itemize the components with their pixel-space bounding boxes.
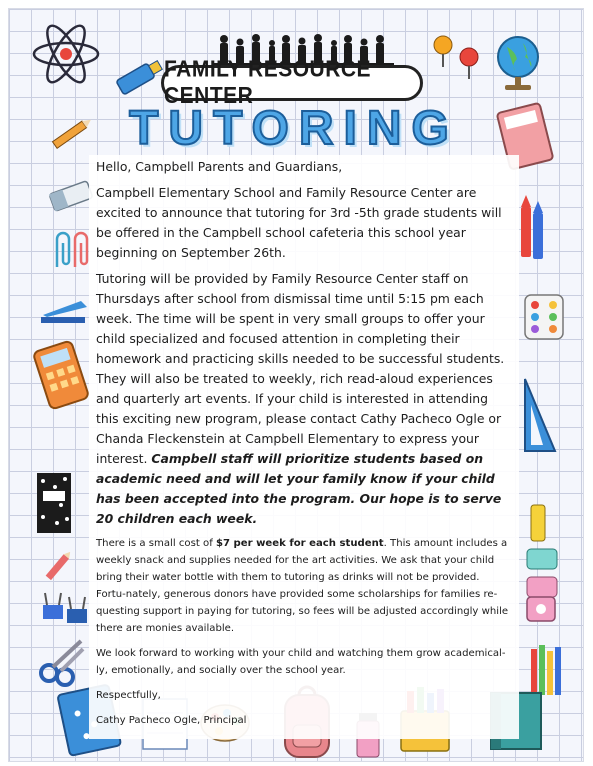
globe-icon (493, 33, 543, 93)
calculator-icon (33, 339, 89, 411)
paper-clip-icon (47, 229, 95, 273)
page-title: TUTORING (129, 102, 459, 155)
pencil-icon (39, 541, 79, 591)
program-details-paragraph (96, 269, 512, 529)
glue-bottle-icon (109, 59, 169, 95)
signature: Cathy Pacheco Ogle, Principal (96, 715, 247, 726)
push-pin-icon (421, 23, 491, 83)
flyer-page (8, 8, 584, 762)
atom-icon (31, 23, 101, 85)
eraser-icon (47, 179, 95, 213)
composition-book-icon (35, 471, 73, 535)
announcement-paragraph: Campbell Elementary School and Family Resource Center are excited to announce that tutoring for 3rd -5th grade students will be offered in the Campbell school cafeteria this school year beginning on September 26th. (96, 185, 502, 260)
priority-statement: Campbell staff will prioritize students based on academic need and will let your family know if your child has been accepted into the program. Our hope is to serve 20 children each week. (96, 451, 502, 526)
pencil-icon (47, 113, 97, 153)
binder-clip-icon (37, 587, 93, 631)
pencil-sharpener-icon (521, 589, 561, 629)
program-details-text: Tutoring will be provided by Family Resource Center staff on Thursdays after school from dismissal time until 5:15 pm each week. The time will be spent in very small groups to offer your child specialized and focused attention in completing their homework and practicing skills needed to be successful students. They will also be treated to weekly, rich read-aloud experiences and quarterly art events. If your child is interested in attending this exciting new program, please contact Cathy Pacheco Ogle or Chanda Fleckenstein at Campbell Elementary to express your interest. (96, 271, 505, 466)
closing-salutation: Respectfully, (96, 690, 161, 701)
crayon-icon (517, 193, 547, 263)
letter-body (89, 155, 519, 739)
organization-banner (161, 56, 423, 109)
organization-name: FAMILY RESOURCE CENTER (164, 56, 372, 109)
cost-text-rest: . This amount includes a weekly snack and supplies needed for the art activities. We ask that your child bring their water bottle with them to tutoring as drinks will not be provided. Fortu-nately, generous donors have provided some scholarships for families re-questing support in paying for tutoring, so fees will be adjusted accordingly while there are monies available. (96, 538, 509, 634)
scissors-icon (37, 633, 91, 687)
closing-paragraph: We look forward to working with your child and watching them grow academical-ly, emotionally, and socially over the school year. (96, 648, 506, 676)
stapler-icon (37, 287, 91, 327)
cost-paragraph (96, 535, 512, 637)
cost-text-lead: There is a small cost of (96, 538, 216, 549)
cost-amount: $7 per week for each student (215, 538, 384, 549)
paint-palette-icon (519, 291, 569, 343)
greeting: Hello, Campbell Parents and Guardians, (96, 159, 343, 174)
ruler-triangle-icon (519, 375, 561, 455)
